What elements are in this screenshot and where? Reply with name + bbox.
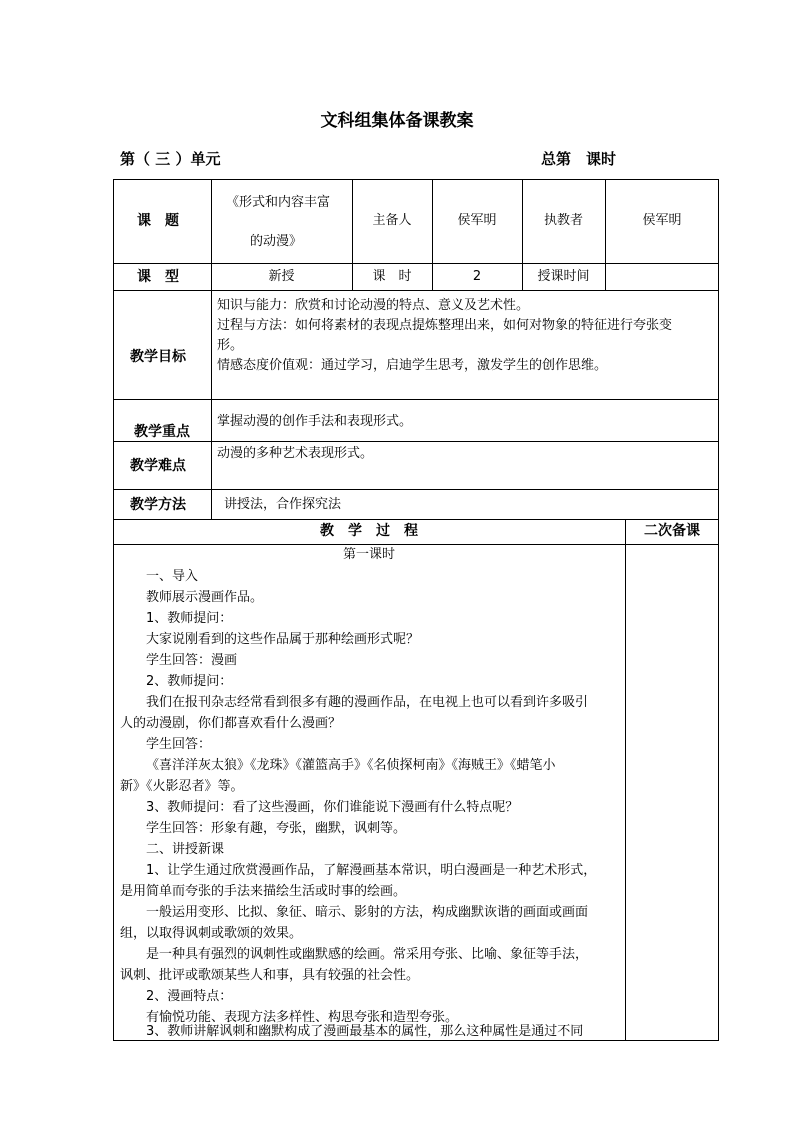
process-line: 1、教师提问：	[146, 611, 233, 626]
process-line: 有愉悦功能、表现方法多样性、构思夸张和造型夸张。	[146, 1010, 459, 1025]
topic-label: 课 题	[137, 213, 179, 229]
unit-label: 第（ 三 ）单元	[120, 150, 221, 168]
process-line: 学生回答：	[146, 737, 212, 752]
process-line: 我们在报刊杂志经常看到很多有趣的漫画作品，在电视上也可以看到许多吸引	[146, 695, 589, 710]
row-divider	[113, 290, 719, 291]
goals-line: 形。	[217, 338, 244, 353]
difficulty-label: 教学难点	[130, 458, 186, 474]
process-line: 人的动漫剧，你们都喜欢看什么漫画？	[120, 716, 342, 731]
process-line: 二、讲授新课	[146, 842, 225, 857]
process-line: 新》《火影忍者》等。	[120, 779, 244, 794]
class-time-label: 授课时间	[537, 269, 590, 284]
process-line: 组，以取得讽刺或歌颂的效果。	[120, 926, 303, 941]
process-header: 教 学 过 程	[320, 523, 418, 539]
hours-value: 2	[472, 269, 482, 284]
difficulty-text: 动漫的多种艺术表现形式。	[217, 446, 374, 461]
process-line: 3、教师讲解讽刺和幽默构成了漫画最基本的属性，那么这种属性是通过不同	[146, 1024, 584, 1039]
process-line: 学生回答：漫画	[146, 653, 238, 668]
goals-line: 知识与能力：欣赏和讨论动漫的特点、意义及艺术性。	[217, 298, 530, 313]
process-line: 是用简单而夸张的手法来描绘生活或时事的绘画。	[120, 884, 407, 899]
document-title: 文科组集体备课教案	[320, 111, 474, 131]
process-line: 教师展示漫画作品。	[146, 590, 264, 605]
process-line: 2、漫画特点：	[146, 989, 233, 1004]
preparer-label: 主备人	[372, 213, 412, 228]
row-divider	[113, 489, 719, 490]
process-line: 讽刺、批评或歌颂某些人和事，具有较强的社会性。	[120, 968, 420, 983]
col-divider	[211, 179, 212, 519]
process-line: 一般运用变形、比拟、象征、暗示、影射的方法，构成幽默诙谐的画面或画面	[146, 905, 589, 920]
process-line: 《喜洋洋灰太狼》《龙珠》《灌篮高手》《名侦探柯南》《海贼王》《蜡笔小	[146, 758, 556, 773]
key-point-text: 掌握动漫的创作手法和表现形式。	[217, 414, 413, 429]
col-divider	[605, 179, 606, 290]
process-line: 一、导入	[146, 569, 199, 584]
row-divider	[113, 263, 719, 264]
row-divider	[113, 399, 719, 400]
goals-line: 过程与方法：如何将素材的表现点提炼整理出来，如何对物象的特征进行夸张变	[217, 318, 673, 333]
col-divider	[625, 519, 626, 1041]
total-lesson-label: 总第 课时	[541, 150, 617, 168]
row-divider	[113, 441, 719, 442]
hours-label: 课 时	[372, 269, 412, 284]
process-line: 学生回答：形象有趣，夸张，幽默，讽刺等。	[146, 821, 407, 836]
teacher-label: 执教者	[543, 213, 583, 228]
goals-line: 情感态度价值观：通过学习，启迪学生思考，激发学生的创作思维。	[217, 358, 608, 373]
method-text: 讲授法，合作探究法	[224, 497, 342, 512]
process-line: 2、教师提问：	[146, 674, 233, 689]
teacher-name: 侯军明	[642, 213, 682, 228]
topic-line-2: 的动漫》	[250, 234, 303, 249]
process-line: 是一种具有强烈的讽刺性或幽默感的绘画。常采用夸张、比喻、象征等手法，	[146, 947, 589, 962]
process-line: 3、教师提问：看了这些漫画，你们谁能说下漫画有什么特点呢？	[146, 800, 519, 815]
row-divider	[113, 519, 719, 520]
method-label: 教学方法	[130, 497, 186, 513]
process-line: 大家说刚看到的这些作品属于那种绘画形式呢？	[146, 632, 420, 647]
goals-label: 教学目标	[130, 349, 186, 365]
preparer-name: 侯军明	[457, 213, 497, 228]
type-value: 新授	[268, 269, 295, 284]
topic-line-1: 《形式和内容丰富	[226, 195, 331, 210]
lesson-heading: 第一课时	[342, 547, 395, 562]
second-prep-header: 二次备课	[644, 523, 700, 539]
process-line: 1、让学生通过欣赏漫画作品，了解漫画基本常识，明白漫画是一种艺术形式，	[146, 863, 597, 878]
key-point-label: 教学重点	[134, 424, 190, 440]
type-label: 课 型	[137, 269, 179, 285]
